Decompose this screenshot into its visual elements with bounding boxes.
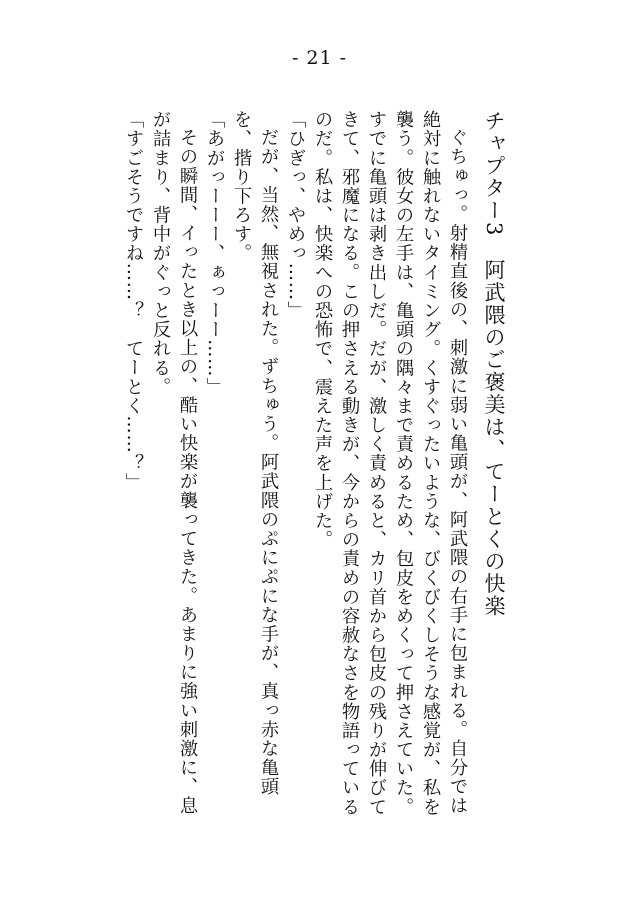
dialogue-2: 「あがっーーー、ぁっーー……」 bbox=[204, 110, 225, 397]
paragraph-1: ぐちゅっ。射精直後の、刺激に弱い亀頭が、阿武隈の右手に包まれる。自分では絶対に触れないタイミング。くすぐったいような、びくびくしそうな感覚が、私を襲う。彼女の左手は、亀頭の隅々まで責めるため、包皮をめくって押さえていた。すでに亀頭は剥き出しだ。だが、激しく責めると、カリ首から包皮の残りが伸びてきて、邪魔になる。この押さえる動きが、今からの責めの容赦なさを物語っているのだ。私は、快楽への恐怖で、震えた声を上げた。 bbox=[312, 110, 468, 817]
page-number: - 21 - bbox=[291, 47, 348, 69]
paragraph-3: その瞬間、イったとき以上の、酷い快楽が襲ってきた。あまりに強い刺激に、息が詰まり、背中がぐっと反れる。 bbox=[150, 110, 198, 816]
dialogue-3: 「すごそうですね……？ てーとく……？」 bbox=[123, 110, 144, 492]
body-text bbox=[120, 110, 507, 830]
paragraph-2: だが、当然、無視された。ずちゅう。阿武隈のぷにぷにな手が、真っ赤な亀頭を、揩り下ろす。 bbox=[231, 110, 279, 797]
chapter-title: チャプター3 阿武隈のご褒美は、てーとくの快楽 bbox=[482, 110, 506, 618]
dialogue-1: 「ひぎっ、やめっ……」 bbox=[285, 110, 306, 320]
